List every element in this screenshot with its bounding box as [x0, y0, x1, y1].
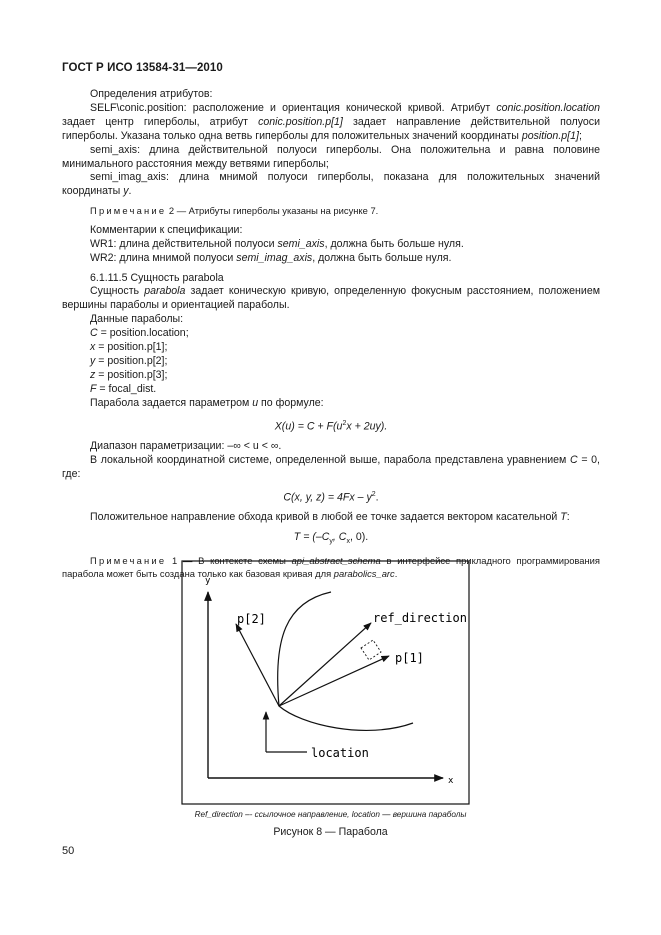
param-text: Парабола задается параметром u по формуле: [90, 396, 324, 409]
data-f: F = focal_dist. [90, 382, 157, 395]
figure-frame [182, 561, 469, 804]
formula-t: $T = (-C_y$, $C_x$, 0). [293, 531, 369, 546]
attr-self-position: SELF\conic.position: расположение и ориентация конической кривой. Атрибут conic.position.location задает центр гиперболы, атрибут conic.position.p[1] задает направление действительной полуоси гиперболы. Указана только одна ветвь гиперболы для положительных значений координаты position.p[1]; [62, 101, 600, 142]
figure-caption: Рисунок 8 — Парабола [273, 826, 388, 838]
comments-heading: Комментарии к спецификации: [90, 223, 243, 236]
figure-legend: Ref_direction –- ссылочное направление, location — вершина параболы [194, 810, 467, 819]
data-z: z = position.p[3]; [90, 368, 168, 381]
location-label: location [311, 746, 369, 760]
parabola-data-heading: Данные параболы: [90, 313, 184, 326]
attr-semi-axis: semi_axis: длина действительной полуоси гиперболы. Она положительна и равна половине минимального расстояния между ветвями гиперболы; [62, 143, 600, 170]
parabola-figure [181, 560, 471, 806]
y-axis-label: y [205, 576, 211, 586]
range-text: Диапазон параметризации: –∞ < u < ∞. [90, 440, 282, 453]
p2-vector [236, 624, 279, 706]
p2-label: p[2] [237, 612, 266, 626]
body-text [62, 88, 600, 580]
ref-direction-vector [279, 623, 371, 706]
note-2: Примечание 2 — Атрибуты гиперболы указаны на рисунке 7. [90, 205, 379, 217]
x-axis-label: x [448, 776, 454, 786]
formula-c-xyz: C(x, y, $z) = 4Fx - y^2$. [283, 490, 379, 504]
page-header: ГОСТ Р ИСО 13584-31—2010 [62, 62, 223, 74]
local-system-text: В локальной координатной системе, определенной выше, парабола представлена уравнением C = 0, где: [62, 453, 600, 480]
attributes-heading: Определения атрибутов: [90, 88, 213, 100]
ref-direction-label: ref_direction [373, 611, 467, 625]
section-description: Сущность parabola задает коническую кривую, определенную фокусным расстоянием, положением вершины параболы и ориентацией параболы. [62, 285, 600, 312]
formula-x-u: $X(u) = C + F(u^2x + 2uy)$. [274, 419, 388, 433]
data-c: C = position.location; [90, 327, 189, 340]
page-number: 50 [62, 845, 75, 857]
data-y: y = position.p[2]; [90, 355, 168, 367]
data-x: x = position.p[1]; [90, 341, 168, 354]
comment-wr1: WR1: длина действительной полуоси semi_axis, должна быть больше нуля. [90, 237, 464, 250]
p1-label: p[1] [395, 651, 424, 665]
note-1: Примечание 1 — В контексте схемы api_abstract_schema в интерфейсе прикладного программирования парабола может быть создана только как базовая кривая для parabolics_arc. [62, 555, 600, 579]
attr-semi-imag-axis: semi_imag_axis: длина мнимой полуоси гиперболы, показана для положительных значений координаты y. [62, 171, 600, 198]
p1-vector [279, 656, 389, 706]
right-angle-mark [361, 640, 381, 660]
section-title: 6.1.11.5 Сущность parabola [90, 271, 224, 284]
comment-wr2: WR2: длина мнимой полуоси semi_imag_axis, должна быть больше нуля. [90, 251, 452, 264]
tangent-text: Положительное направление обхода кривой в любой ее точке задается вектором касательной T: [90, 511, 570, 524]
